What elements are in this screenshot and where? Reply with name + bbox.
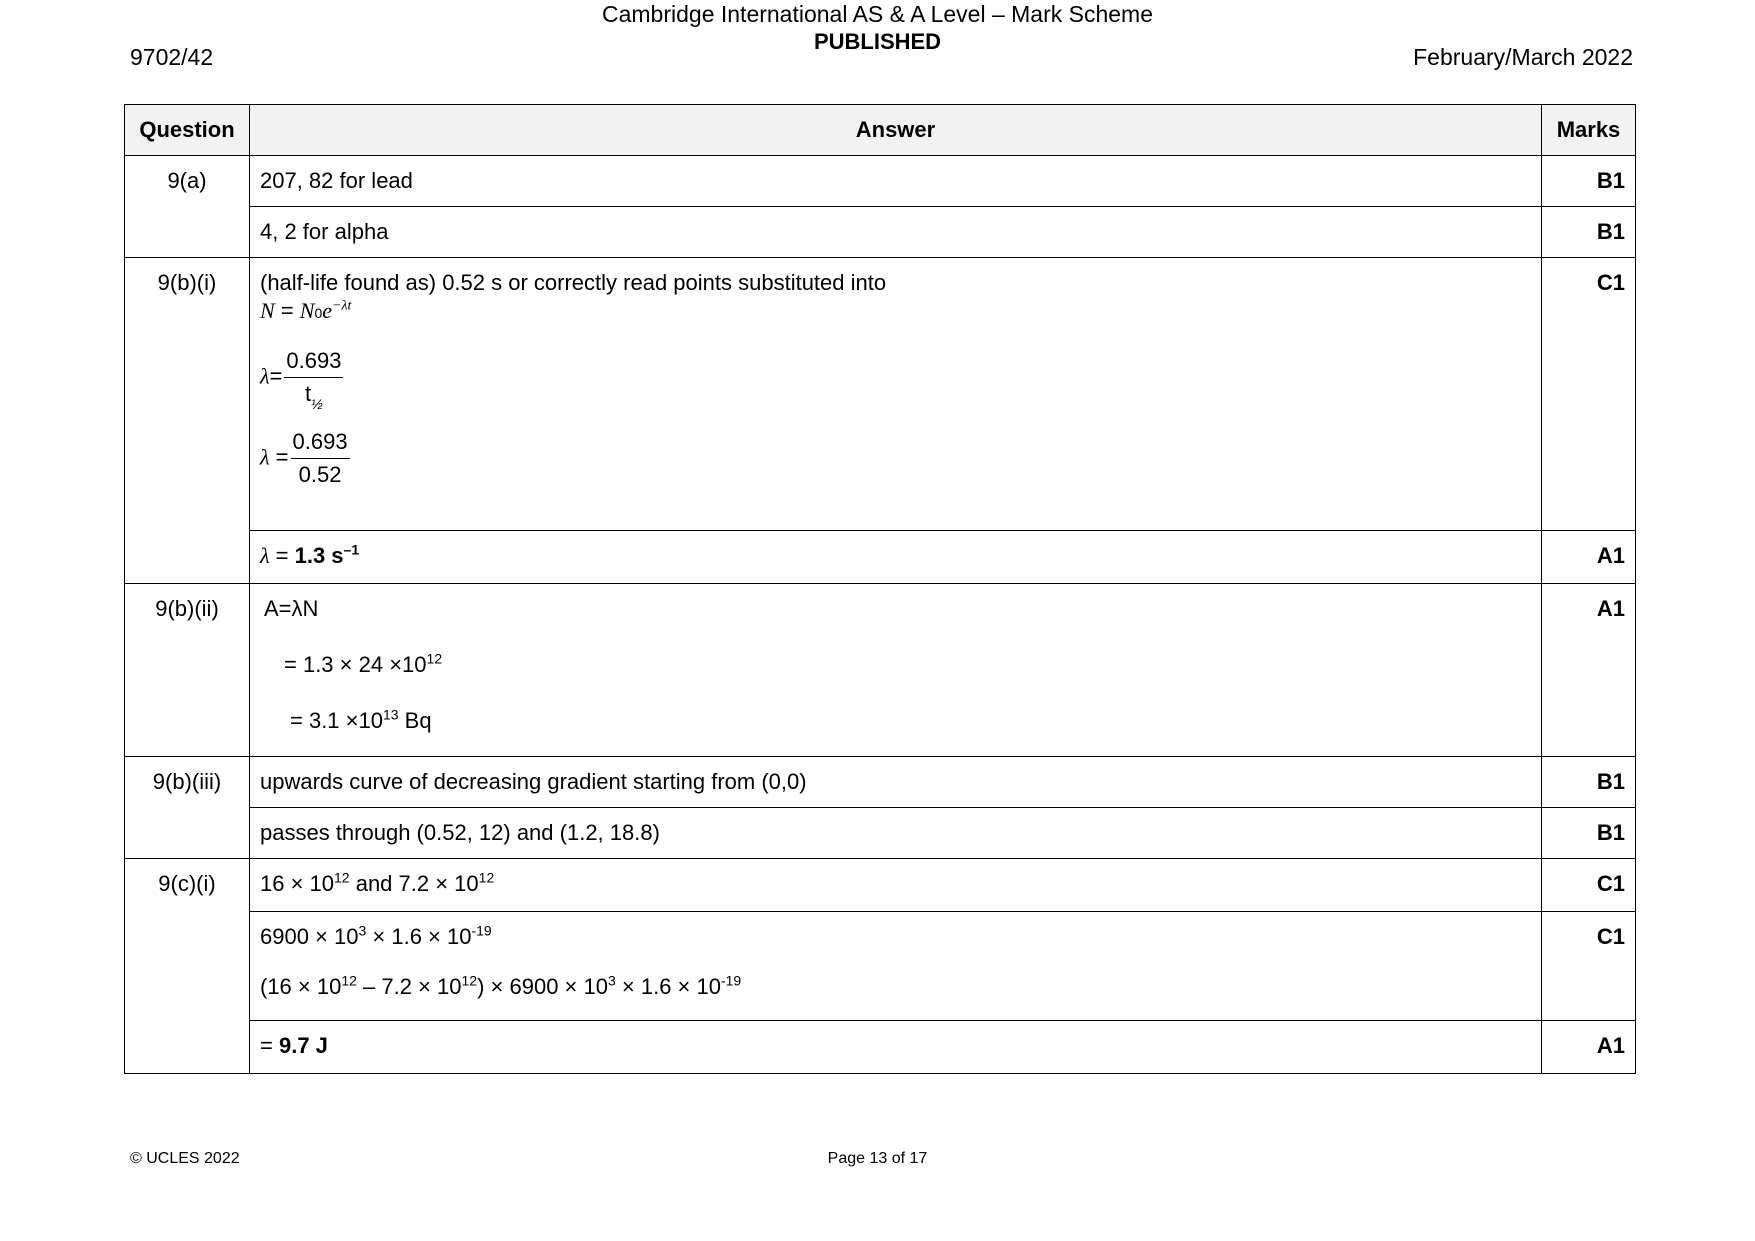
question-label: 9(a) <box>125 156 250 258</box>
table-row <box>125 531 1636 584</box>
exponent: 3 <box>607 972 616 989</box>
exponent: 13 <box>382 706 399 723</box>
half-subscript: ½ <box>311 396 323 412</box>
answer-cell <box>250 912 1542 1021</box>
answer-cell: 207, 82 for lead <box>250 156 1542 207</box>
question-column-header: Question <box>125 105 250 156</box>
fraction-numerator: 0.693 <box>284 348 343 378</box>
fraction <box>291 429 350 488</box>
question-label: 9(b)(iii) <box>125 757 250 859</box>
table-row <box>125 808 1636 859</box>
working-step: × 1.6 × 10 <box>366 924 472 949</box>
table-row <box>125 1021 1636 1074</box>
working-step: 6900 × 10 <box>260 924 359 949</box>
document-title: Cambridge International AS & A Level – Mark Scheme <box>601 1 1154 27</box>
answer-cell <box>250 258 1542 531</box>
answer-text <box>260 708 1531 734</box>
published-label: PUBLISHED <box>813 29 942 54</box>
equation-part: N <box>260 298 275 323</box>
answer-text <box>260 974 1531 1000</box>
page-number: Page 13 of 17 <box>827 1150 928 1167</box>
table-row <box>125 859 1636 912</box>
equation-part: −λt <box>332 298 352 314</box>
fraction-denominator <box>284 378 343 412</box>
exponent: 3 <box>358 922 367 939</box>
mark-scheme-table <box>124 104 1636 1074</box>
answer-text: (half-life found as) 0.52 s or correctly read points substituted into <box>260 270 887 295</box>
lambda-symbol: λ <box>260 363 270 389</box>
equation-part: e <box>322 298 333 323</box>
decay-equation <box>260 298 1531 324</box>
table-header-row <box>125 105 1636 156</box>
table-row <box>125 584 1636 757</box>
table-row <box>125 912 1636 1021</box>
table-row <box>125 757 1636 808</box>
lambda-formula <box>260 348 1531 412</box>
fraction-numerator: 0.693 <box>291 429 350 459</box>
denominator-t: t <box>305 381 312 406</box>
mark-cell: B1 <box>1542 156 1636 207</box>
equals-sign: = <box>275 444 289 470</box>
mark-cell: C1 <box>1542 912 1636 1021</box>
equation-part: = <box>274 298 300 323</box>
paper-code: 9702/42 <box>130 44 214 70</box>
exponent: 12 <box>341 972 357 989</box>
table-row <box>125 258 1636 531</box>
working-step: ) × 6900 × 10 <box>477 974 608 999</box>
mark-cell: B1 <box>1542 808 1636 859</box>
equation-part: 0 <box>314 305 323 321</box>
mark-cell: A1 <box>1542 1021 1636 1074</box>
exponent: 12 <box>478 869 495 886</box>
exponent: 12 <box>461 972 478 989</box>
answer-text <box>260 652 1531 678</box>
final-answer: 9.7 J <box>278 1033 328 1058</box>
fraction <box>284 348 343 412</box>
equals-sign: = <box>269 363 283 389</box>
answer-cell <box>250 1021 1542 1074</box>
working-step: = 3.1 ×10 <box>290 708 383 733</box>
exam-session: February/March 2022 <box>1413 44 1633 70</box>
lambda-substitution <box>260 429 1531 488</box>
exponent: 12 <box>426 650 443 667</box>
mark-cell: C1 <box>1542 258 1636 531</box>
question-label: 9(b)(i) <box>125 258 250 584</box>
working-step: (16 × 10 <box>260 974 342 999</box>
mark-cell: B1 <box>1542 207 1636 258</box>
answer-column-header: Answer <box>250 105 1542 156</box>
answer-cell <box>250 584 1542 757</box>
table-row <box>125 156 1636 207</box>
marks-column-header: Marks <box>1542 105 1636 156</box>
answer-cell: 4, 2 for alpha <box>250 207 1542 258</box>
question-label: 9(b)(ii) <box>125 584 250 757</box>
copyright: © UCLES 2022 <box>130 1150 240 1167</box>
working-step: – 7.2 × 10 <box>356 974 462 999</box>
equation-part: N <box>299 298 315 323</box>
mark-cell: B1 <box>1542 757 1636 808</box>
lambda-symbol: λ <box>260 444 270 470</box>
exponent: -19 <box>720 972 742 989</box>
answer-cell: upwards curve of decreasing gradient starting from (0,0) <box>250 757 1542 808</box>
answer-text <box>260 924 1531 950</box>
unit-exponent: –1 <box>343 541 360 558</box>
answer-prefix: = <box>260 1033 279 1058</box>
answer-cell <box>250 859 1542 912</box>
question-label: 9(c)(i) <box>125 859 250 1074</box>
working-step: 16 × 10 <box>260 871 335 896</box>
exponent: -19 <box>471 922 492 939</box>
working-step: = 1.3 × 24 ×10 <box>284 652 427 677</box>
table-row <box>125 207 1636 258</box>
working-step: and 7.2 × 10 <box>349 871 479 896</box>
unit: Bq <box>398 708 432 733</box>
mark-cell: C1 <box>1542 859 1636 912</box>
answer-cell <box>250 531 1542 584</box>
answer-prefix: = <box>269 543 295 568</box>
working-step: × 1.6 × 10 <box>615 974 721 999</box>
mark-cell: A1 <box>1542 531 1636 584</box>
answer-text: A=λN <box>264 596 319 621</box>
mark-cell: A1 <box>1542 584 1636 757</box>
fraction-denominator: 0.52 <box>298 462 342 487</box>
lambda-symbol: λ <box>260 543 270 568</box>
answer-cell: passes through (0.52, 12) and (1.2, 18.8) <box>250 808 1542 859</box>
exponent: 12 <box>334 869 350 886</box>
final-answer: 1.3 s <box>294 543 344 568</box>
